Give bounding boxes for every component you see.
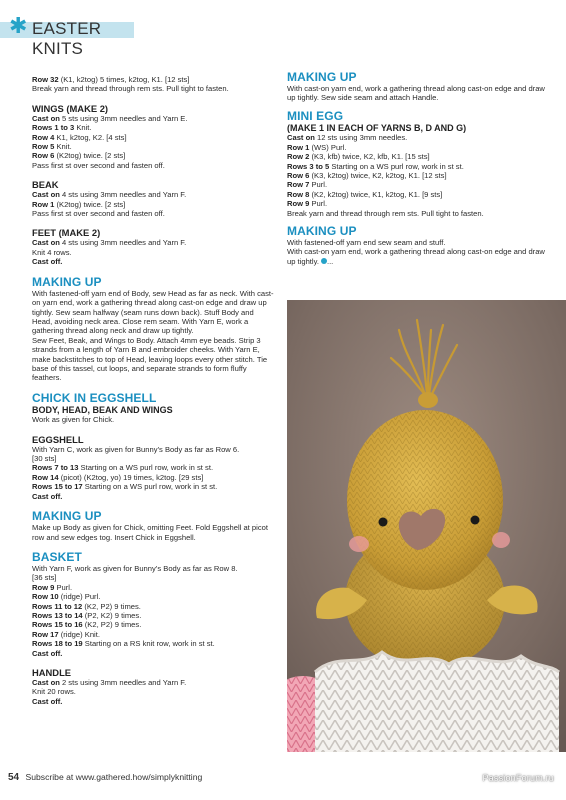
section-title: EASTER KNITS	[32, 19, 102, 58]
basket-row-9: Row 9 Purl.	[32, 582, 73, 592]
mini-egg-cast-on: Cast on 12 sts using 3mm needles.	[287, 133, 408, 143]
mini-egg-row-1: Row 1 (WS) Purl.	[287, 142, 347, 152]
wings-heading: WINGS (MAKE 2)	[32, 102, 109, 114]
chick-subheading: BODY, HEAD, BEAK AND WINGS	[32, 404, 173, 415]
handle-cast-off: Cast off.	[32, 696, 63, 706]
handle-heading: HANDLE	[32, 666, 72, 678]
basket-cast-off: Cast off.	[32, 648, 63, 658]
feet-cast-on: Cast on 4 sts using 3mm needles and Yarn F.	[32, 238, 187, 248]
beak-heading: BEAK	[32, 179, 59, 191]
wings-cast-on: Cast on 5 sts using 3mm needles and Yarn E.	[32, 113, 188, 123]
basket-row-10: Row 10 (ridge) Purl.	[32, 592, 101, 602]
egg-making-up-heading: MAKING UP	[287, 223, 357, 238]
feet-heading: FEET (MAKE 2)	[32, 227, 101, 239]
asterisk-icon: ✱	[9, 14, 28, 39]
row-32: Row 32 (K1, k2tog) 5 times, k2tog, K1. [12 sts]	[32, 75, 190, 84]
chick-in-eggshell-heading: CHICK IN EGGSHELL	[32, 390, 157, 405]
mini-egg-heading: MINI EGG	[287, 108, 344, 123]
basket-making-up-body: With cast-on yarn end, work a gathering thread along cast-on edge and draw up tightly. Sew side seam and attach Handle.	[287, 84, 545, 103]
end-dot-icon	[321, 258, 327, 264]
basket-rows-18-19: Rows 18 to 19 Starting on a RS knit row, work in st st.	[32, 639, 215, 649]
making-up-body-2: Sew Feet, Beak, and Wings to Body. Attach 4mm eye beads. Strip 3 strands from a length of Yarn B and embroider cheeks. With Yarn E, make backstitches to top of Head, leaving loops every other stitch. Tie base of this tassel, cut loops, and separate strands to form fluffy feathers.	[32, 335, 268, 383]
mini-egg-row-2: Row 2 (K3, kfb) twice, K2, kfb, K1. [15 sts]	[287, 152, 430, 162]
making-up-body-3: Make up Body as given for Chick, omitting Feet. Fold Eggshell at picot row and sew edges tog. Insert Chick in Eggshell.	[32, 523, 268, 542]
feet-cast-off: Cast off.	[32, 257, 63, 267]
eggshell-rows-15-17: Rows 15 to 17 Starting on a WS purl row, work in st st.	[32, 482, 218, 492]
wings-row-4: Row 4 K1, k2tog, K2. [4 sts]	[32, 132, 127, 142]
break-yarn-line: Break yarn and thread through rem sts. Pull tight to fasten.	[32, 84, 229, 94]
basket-making-up-heading: MAKING UP	[287, 70, 357, 84]
chick-in-eggshell-photo	[287, 300, 566, 752]
wings-rows-1-3: Rows 1 to 3 Knit.	[32, 123, 92, 133]
eggshell-row-14: Row 14 (picot) (K2tog, yo) 19 times, k2tog. [29 sts]	[32, 472, 204, 482]
subscribe-link[interactable]: Subscribe at www.gathered.how/simplyknitting	[25, 772, 203, 782]
mini-egg-row-9: Row 9 Purl.	[287, 199, 328, 209]
making-up-heading: MAKING UP	[32, 274, 102, 289]
basket-rows-13-14: Rows 13 to 14 (P2, K2) 9 times.	[32, 610, 142, 620]
chick-text: Work as given for Chick.	[32, 415, 115, 425]
beak-cast-on: Cast on 4 sts using 3mm needles and Yarn F.	[32, 190, 187, 200]
watermark: PassionForum.ru	[482, 773, 554, 783]
beak-row-1: Row 1 (K2tog) twice. [2 sts]	[32, 199, 126, 209]
mini-egg-row-8: Row 8 (K2, k2tog) twice, K1, k2tog, K1. [9 sts]	[287, 189, 443, 199]
wings-row-6: Row 6 (K2tog) twice. [2 sts]	[32, 151, 126, 161]
making-up-heading-2: MAKING UP	[32, 509, 102, 524]
egg-making-up-line-2: With cast-on yarn end, work a gathering thread along cast-on edge and draw up tightly. ...	[287, 247, 545, 266]
section-header	[0, 0, 145, 58]
egg-making-up-line-1: With fastened-off yarn end sew seam and stuff.	[287, 237, 446, 247]
handle-cast-on: Cast on 2 sts using 3mm needles and Yarn F.	[32, 677, 187, 687]
eggshell-heading: EGGSHELL	[32, 433, 84, 445]
eggshell-rows-7-13: Rows 7 to 13 Starting on a WS purl row, work in st st.	[32, 463, 214, 473]
mini-egg-subheading: (MAKE 1 IN EACH OF YARNS B, D AND G)	[287, 122, 467, 133]
beak-end: Pass first st over second and fasten off.	[32, 209, 165, 219]
mini-egg-end: Break yarn and thread through rem sts. Pull tight to fasten.	[287, 208, 484, 218]
wings-end: Pass first st over second and fasten off.	[32, 160, 165, 170]
wings-row-5: Row 5 Knit.	[32, 142, 72, 152]
mini-egg-row-7: Row 7 Purl.	[287, 180, 328, 190]
page-footer	[8, 772, 202, 783]
basket-rows-15-16: Rows 15 to 16 (K2, P2) 9 times.	[32, 620, 142, 630]
basket-intro-2: [36 sts]	[32, 573, 57, 583]
basket-row-17: Row 17 (ridge) Knit.	[32, 629, 100, 639]
handle-knit-rows: Knit 20 rows.	[32, 687, 76, 697]
eggshell-cast-off: Cast off.	[32, 491, 63, 501]
basket-rows-11-12: Rows 11 to 12 (K2, P2) 9 times.	[32, 601, 141, 611]
mini-egg-rows-3-5: Rows 3 to 5 Starting on a WS purl row, work in st st.	[287, 161, 464, 171]
feet-knit-rows: Knit 4 rows.	[32, 247, 72, 257]
left-column	[32, 75, 275, 706]
page-number: 54	[8, 772, 20, 783]
eggshell-intro-2: [30 sts]	[32, 454, 57, 464]
basket-heading: BASKET	[32, 549, 82, 564]
eggshell-intro: With Yarn C, work as given for Bunny’s Body as far as Row 6.	[32, 444, 240, 454]
basket-intro: With Yarn F, work as given for Bunny’s Body as far as Row 8.	[32, 563, 238, 573]
right-column	[287, 71, 545, 266]
making-up-body: With fastened-off yarn end of Body, sew Head as far as neck. With cast-on yarn end, work a gathering thread along cast-on edge and draw up tightly. Sew seam halfway (seam runs down back). Stuff Body and Head, avoiding neck area. Close rem seam. With Yarn E, work a gathering thread along neck and draw up tightly.	[32, 288, 274, 336]
mini-egg-row-6: Row 6 (K3, k2tog) twice, K2, k2tog, K1. [12 sts]	[287, 170, 447, 180]
